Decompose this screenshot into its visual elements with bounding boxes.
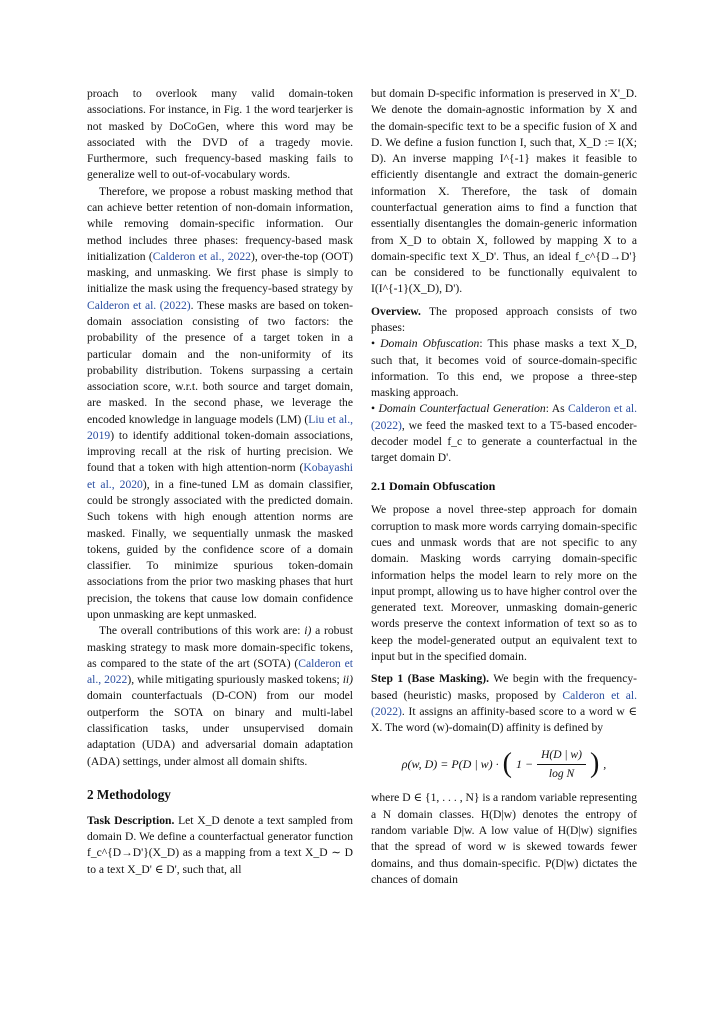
method-overview-paragraph: Therefore, we propose a robust masking method that can achieve better retention of non-domain information, while removing domain-specific information. Our method includes three phases: frequency-based mask initialization (Calderon et al., 2022), over-the-top (OOT) masking, and unmasking. We first phase is simply to initialize the mask using the frequency-based strategy by Calderon et al. (2022). These masks are based on token-domain association consisting of two factors: the probability of the presence of a target token in a particular domain and the non-uniformity of its probability distribution. Tokens surpassing a certain association score, w.r.t. both source and target domain, are masked. In the second phase, we leverage the encoded knowledge in language models (LM) (Liu et al., 2019) to identify additional token-domain associations, improving recall at the risk of hurting precision. We found that a token with high attention-norm (Kobayashi et al., 2020), in a fine-tuned LM as domain classifier, could be strongly associated with the predicted domain. Such tokens with high enough attention norms are masked. Finally, we sequentially unmask the masked tokens, guided by the confidence score of a domain classifier. To minimize spurious token-domain associations from the prior two masking phases that hurt precision, the tokens that cause low domain confidence upon unmasking are kept unmasked.	[87, 184, 353, 621]
citation-link[interactable]: Calderon et al. (2022)	[371, 688, 637, 718]
task-description-paragraph: Task Description. Let X_D denote a text sampled from domain D. We define a counterfactual generator function f_c^{D→D'}(X_D) as a mapping from a text X_D ∼ D to a text X_D' ∈ D', such that, all	[87, 813, 353, 876]
step1-paragraph: Step 1 (Base Masking). We begin with the frequency-based (heuristic) masks, proposed by Calderon et al. (2022). It assigns an affinity-based score to a word w ∈ X. The word (w)-domain(D) affinity is defined by	[371, 672, 638, 735]
left-paren: (	[502, 748, 512, 780]
task-description-continued: but domain D-specific information is preserved in X'_D. We denote the domain-agnostic information by X and the domain-specific text to be a specific fusion of X and D. We define a fusion function I, such that, X_D := I(X; D). An inverse mapping I^{-1} makes it feasible to efficiently disentangle and extract the domain-generic information X. Therefore, the task of domain counterfactual generation aims to find a function that essentially disentangles the domain-generic information from X_D to obtain X, followed by mapping X to a domain-specific text X_D'. Thus, an ideal f_c^{D→D'} can be considered to be functionally equivalent to I(I^{-1}(X_D), D').	[371, 87, 637, 296]
citation-link[interactable]: Calderon et al. (2022)	[371, 402, 637, 432]
affinity-equation: ρ(w, D) = P(D | w) · ( 1 − $\frac{H(D | w)}{\text{log N}}$ ) ,	[401, 748, 607, 780]
right-paren: )	[589, 748, 600, 780]
equation-explanation-paragraph: where D ∈ {1, . . . , N} is a random variable representing a N domain classes. H(D|w) denotes the entropy of random variable D|w. A low value of H(D|w) signifies that the spread of word w is skewed towards fewer domains, and thus domain-specific. P(D|w) dictates the chances of domain	[371, 791, 637, 886]
citation-link[interactable]: Calderon et al. (2022)	[87, 298, 191, 312]
citation-link[interactable]: Calderon et al., 2022	[87, 656, 353, 687]
right-column	[371, 86, 637, 888]
citation-link[interactable]: Calderon et al., 2022	[152, 249, 251, 263]
contributions-paragraph: The overall contributions of this work are: i) a robust masking strategy to mask more domain-specific tokens, as compared to the state of the art (SOTA) (Calderon et al., 2022), while mitigating spuriously masked tokens; ii) domain counterfactuals (D-CON) from our model outperform the SOTA on binary and multi-label classification tasks, under unsupervised domain adaptation (UDA) and adversarial domain adaptation (ADA) settings, under almost all domain shifts.	[87, 624, 353, 768]
section-heading-methodology: 2 Methodology	[87, 786, 171, 802]
overview-paragraph: Overview. The proposed approach consists of two phases:	[371, 304, 637, 334]
intro-paragraph-continued: proach to overlook many valid domain-token associations. For instance, in Fig. 1 the word tearjerker is not masked by DoCoGen, where this word may be associated with the DVD of a tragedy movie. Furthermore, such frequency-based masking fails to generalize well to out-of-vocabulary words.	[87, 87, 353, 182]
citation-link[interactable]: Kobayashi et al., 2020	[87, 461, 353, 491]
bullet-counterfactual-generation: • Domain Counterfactual Generation: As Calderon et al. (2022), we feed the masked text to a T5-based encoder-decoder model f_c to generate a counterfactual in the target domain D'.	[371, 402, 637, 465]
subsection-heading-domain-obfuscation: 2.1 Domain Obfuscation	[371, 479, 496, 494]
domain-obfuscation-paragraph: We propose a novel three-step approach for domain corruption to mask more words carrying domain-specific cues and unmask words that are not specific to any domain. Masking words carrying domain-specific information helps the model learn to rely more on the input prompt, allowing us to have higher control over the generated text. Moreover, unmasking domain-generic words preserve the context information of text so as to keep the model-generated output an equivalent text to input but in the specified domain.	[371, 503, 637, 663]
citation-link[interactable]: Liu et al., 2019	[87, 412, 353, 442]
bullet-domain-obfuscation: • Domain Obfuscation: This phase masks a text X_D, such that, it becomes void of source-domain-specific information. To this end, we propose a three-step masking approach.	[371, 337, 637, 400]
left-column	[87, 86, 353, 878]
equation-fraction: $\frac{H(D | w)}{\text{log N}}$	[537, 747, 586, 782]
